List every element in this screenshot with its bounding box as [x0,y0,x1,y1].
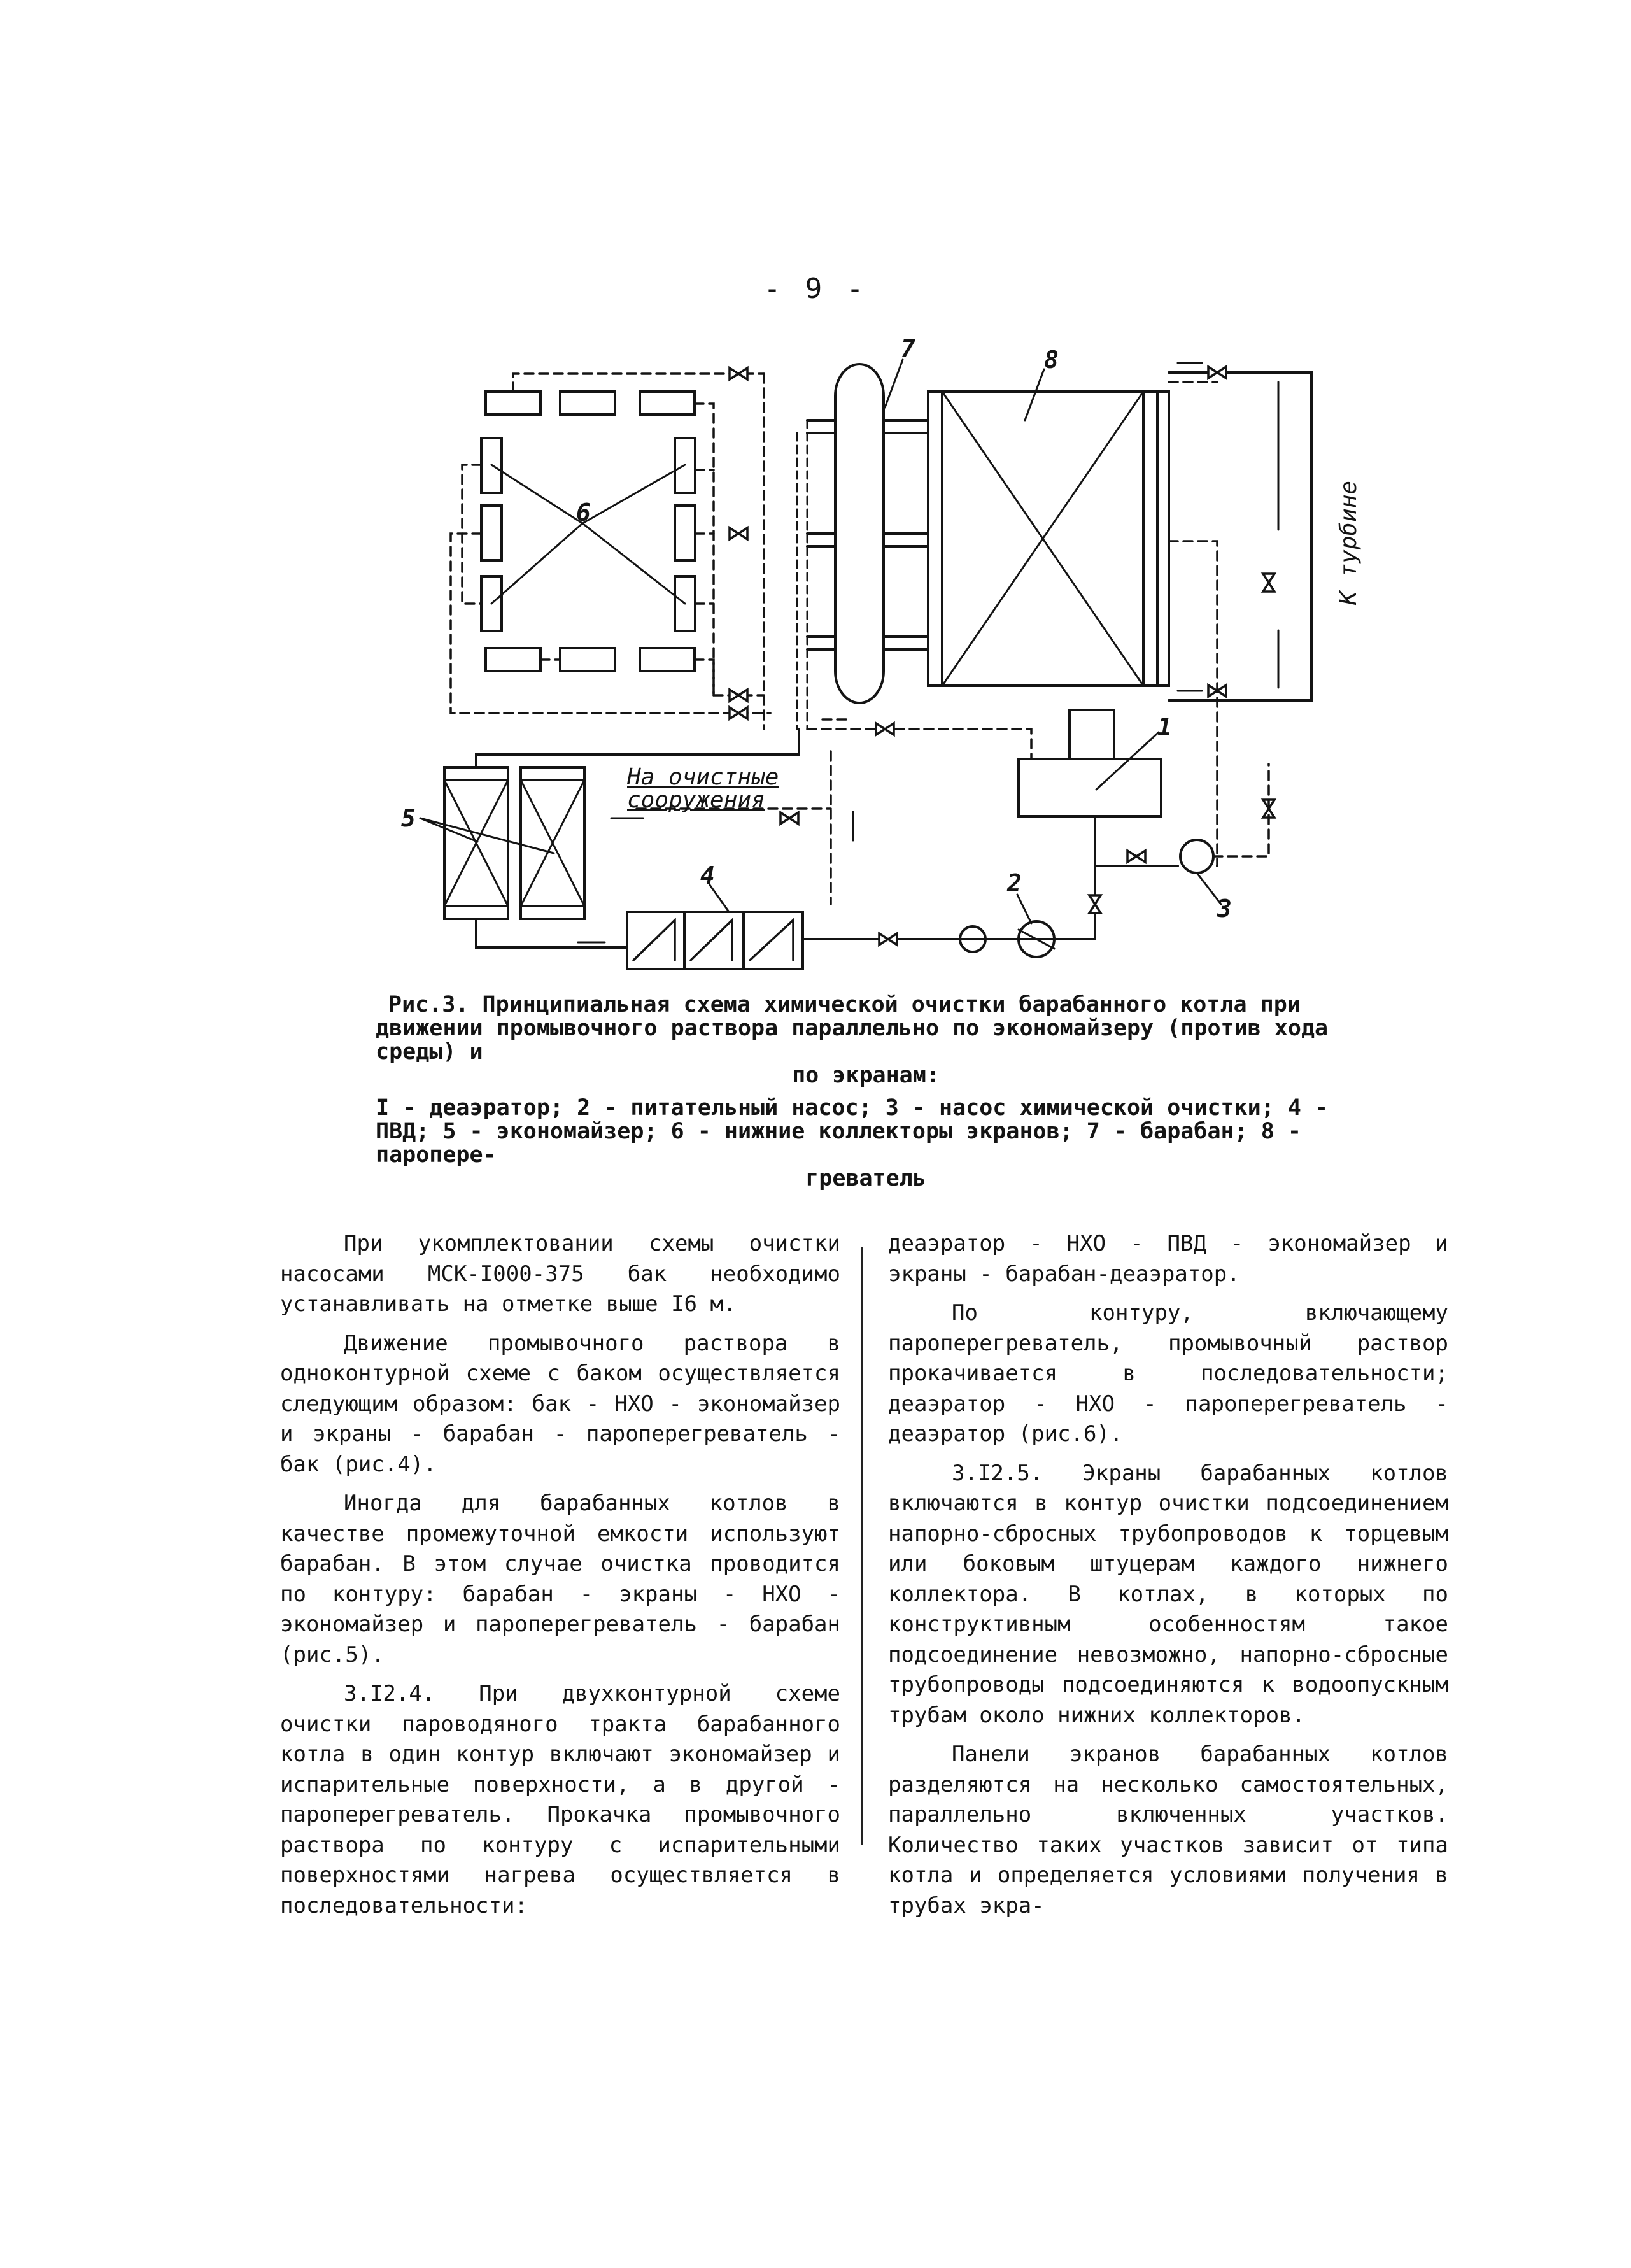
paragraph: 3.I2.5. Экраны барабанных котлов включаются в контур очистки подсоединением напорно-сбросных трубопроводов к торцевым или боковым штуцерам каждого нижнего коллектора. В котлах, в которых по конструктивным особенностям такое подсоединение невозможно, напорно-сбросные трубопроводы подсоединяются к водоопускным трубам около нижних коллекторов. [888,1460,1448,1728]
paragraph: Движение промывочного раствора в одноконтурной схеме с баком осуществляется следующим образом: бак - НХО - экономайзер и экраны - барабан - пароперегреватель - бак (рис.4). [280,1330,840,1477]
paragraph: По контуру, включающему пароперегреватель, промывочный раствор прокачивается в последовательности; деаэратор - НХО - пароперегреватель - деаэратор (рис.6). [888,1300,1448,1447]
label-1: 1 [1157,713,1172,741]
label-to-treatment-2: сооружения [627,787,765,813]
text-column-left [280,1229,840,1930]
paragraph: 3.I2.4. При двухконтурной схеме очистки пароводяного тракта барабанного котла в один контур включают экономайзер и испарительные поверхности, а в другой - пароперегреватель. Прокачка промывочного раствора по контуру с испарительными поверхностями нагрева осуществляется в последовательности: [280,1681,840,1918]
label-5: 5 [401,804,416,832]
paragraph: Иногда для барабанных котлов в качестве промежуточной емкости используют барабан. В этом случае очистка проводится по контуру: барабан - экраны - НХО - экономайзер и пароперегреватель - барабан (рис.5). [280,1491,840,1668]
screen-circuit-pipes [451,374,770,729]
turbine-lines [1169,363,1362,866]
economizer [401,729,799,947]
figure-caption [376,993,1356,1191]
label-to-treatment-1: На очистные [627,764,779,790]
caption-title-end: по экранам: [792,1063,940,1088]
boiler-cleaning-schematic [0,0,1631,993]
label-2: 2 [1007,869,1022,897]
drum [797,334,928,729]
label-8: 8 [1044,346,1059,374]
text-column-right [888,1229,1448,1930]
paragraph: При укомплектовании схемы очистки насосами МСК-I000-375 бак необходимо устанавливать на отметке выше I6 м. [280,1231,840,1317]
caption-legend: I - деаэратор; 2 - питательный насос; 3 - насос химической очистки; 4 - ПВД; 5 - экономайзер; 6 - нижние коллекторы экранов; 7 - барабан; 8 - пароперe- [376,1095,1329,1168]
label-6: 6 [576,499,591,527]
caption-title: Рис.3. Принципиальная схема химической очистки барабанного котла при движении промывочного раствора параллельно по экономайзеру (против хода среды) и [376,992,1329,1065]
superheater [928,346,1169,686]
paragraph: Панели экранов барабанных котлов разделяются на несколько самостоятельных, параллельно включенных участков. Количество таких участков зависит от типа котла и определяется условиями получения в трубах экра- [888,1741,1448,1918]
label-3: 3 [1217,895,1232,923]
screen-collectors [481,392,695,671]
hp-heater [627,861,803,969]
paragraph: деаэратор - НХО - ПВД - экономайзер и экраны - барабан-деаэратор. [888,1231,1448,1287]
page-number: - 9 - [763,273,868,305]
feed-line [803,764,1269,957]
caption-legend-end: греватель [805,1166,926,1191]
label-7: 7 [901,334,915,362]
label-4: 4 [700,861,715,889]
deaerator [1019,710,1172,816]
column-divider [861,1247,863,1845]
label-to-turbine: К турбине [1336,480,1362,605]
